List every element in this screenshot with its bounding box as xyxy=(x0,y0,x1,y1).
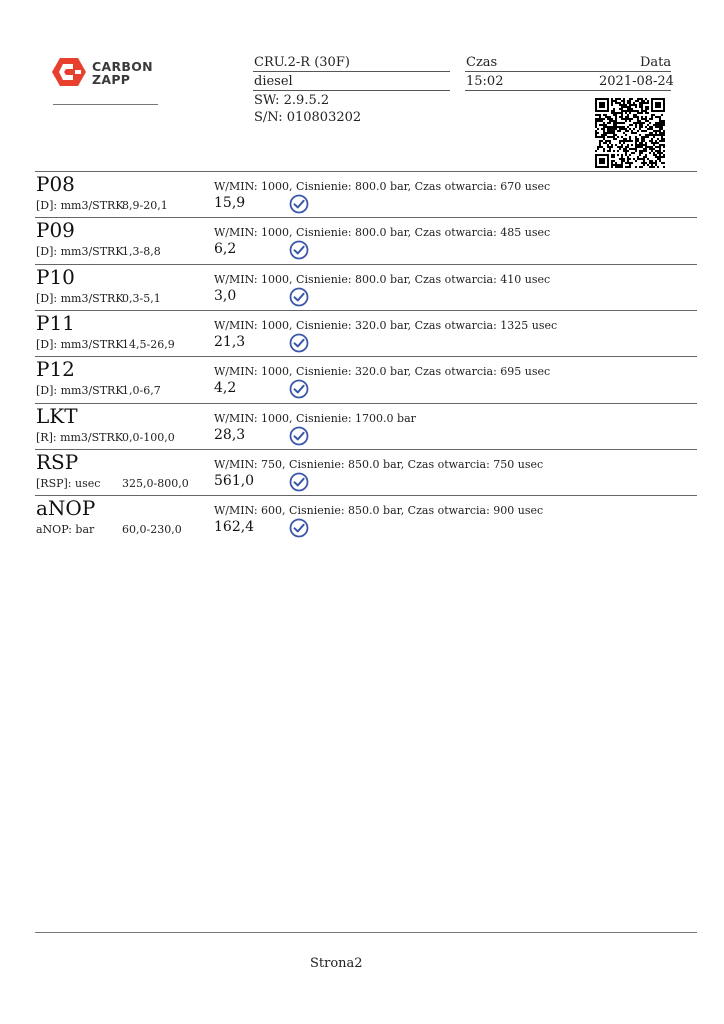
test-range: 8,9-20,1 xyxy=(122,199,168,212)
test-range: 0,0-100,0 xyxy=(122,430,175,444)
row-divider xyxy=(35,217,697,218)
test-parameters: W/MIN: 750, Cisnienie: 850.0 bar, Czas otwarcia: 750 usec xyxy=(214,457,544,471)
logo-divider xyxy=(53,104,158,105)
test-parameters: W/MIN: 1000, Cisnienie: 320.0 bar, Czas otwarcia: 1325 usec xyxy=(214,318,558,332)
test-range: 60,0-230,0 xyxy=(122,523,182,537)
test-range: 1,0-6,7 xyxy=(122,384,161,398)
test-code: P11 xyxy=(36,310,75,335)
date-value: 2021-08-24 xyxy=(599,74,674,89)
test-range: 14,5-26,9 xyxy=(122,337,175,351)
check-ok-icon xyxy=(289,472,309,492)
test-value: 561,0 xyxy=(214,472,255,489)
test-value: 4,2 xyxy=(214,380,237,397)
logo-wordmark xyxy=(92,60,153,86)
qr-code-icon xyxy=(595,98,665,168)
row-divider xyxy=(35,356,697,357)
test-parameters: W/MIN: 1000, Cisnienie: 800.0 bar, Czas otwarcia: 670 usec xyxy=(214,180,551,193)
device-model: CRU.2-R (30F) xyxy=(254,55,350,70)
test-unit: [RSP]: usec xyxy=(36,476,101,490)
header-divider xyxy=(465,71,671,72)
test-value: 15,9 xyxy=(214,195,246,211)
check-ok-icon xyxy=(289,333,309,353)
test-parameters: W/MIN: 600, Cisnienie: 850.0 bar, Czas otwarcia: 900 usec xyxy=(214,504,544,518)
test-unit: [D]: mm3/STRK xyxy=(36,245,124,259)
test-unit: [D]: mm3/STRK xyxy=(36,337,124,351)
test-parameters: W/MIN: 1000, Cisnienie: 320.0 bar, Czas otwarcia: 695 usec xyxy=(214,365,551,379)
test-unit: [R]: mm3/STRK xyxy=(36,430,124,444)
serial-number: S/N: 010803202 xyxy=(254,110,362,125)
test-parameters: W/MIN: 1000, Cisnienie: 1700.0 bar xyxy=(214,411,416,425)
test-value: 28,3 xyxy=(214,426,246,443)
time-label: Czas xyxy=(466,55,498,70)
logo-line2: ZAPP xyxy=(92,72,131,87)
row-divider xyxy=(35,403,697,404)
check-ok-icon xyxy=(289,287,309,307)
test-range: 0,3-5,1 xyxy=(122,291,161,305)
test-code: RSP xyxy=(36,449,79,474)
check-ok-icon xyxy=(289,240,309,260)
row-divider xyxy=(35,449,697,450)
time-value: 15:02 xyxy=(466,74,504,89)
fuel-type: diesel xyxy=(254,74,293,89)
test-unit: aNOP: bar xyxy=(36,523,95,537)
check-ok-icon xyxy=(289,518,309,538)
header-divider xyxy=(253,71,450,72)
carbon-zapp-logo xyxy=(52,58,152,88)
test-parameters: W/MIN: 1000, Cisnienie: 800.0 bar, Czas otwarcia: 485 usec xyxy=(214,226,551,240)
header-divider xyxy=(465,90,671,91)
row-divider xyxy=(35,264,697,265)
test-value: 6,2 xyxy=(214,241,237,258)
test-value: 162,4 xyxy=(214,519,255,536)
test-code: LKT xyxy=(36,403,78,428)
header-divider xyxy=(253,90,450,91)
date-label: Data xyxy=(640,55,672,70)
test-code: P12 xyxy=(36,357,75,382)
test-parameters: W/MIN: 1000, Cisnienie: 800.0 bar, Czas otwarcia: 410 usec xyxy=(214,272,551,286)
logo-line1: CARBON xyxy=(92,59,153,74)
row-divider xyxy=(35,495,697,496)
test-value: 3,0 xyxy=(214,287,237,304)
carbon-zapp-logo-mark-icon xyxy=(52,58,86,86)
check-ok-icon xyxy=(289,194,309,214)
software-version: SW: 2.9.5.2 xyxy=(254,93,330,108)
test-unit: [D]: mm3/STRK xyxy=(36,199,124,212)
test-code: P09 xyxy=(36,218,75,243)
check-ok-icon xyxy=(289,379,309,399)
footer-divider xyxy=(35,932,697,933)
row-divider xyxy=(35,171,697,172)
check-ok-icon xyxy=(289,426,309,446)
test-code: aNOP xyxy=(36,496,96,521)
test-value: 21,3 xyxy=(214,333,246,350)
test-range: 325,0-800,0 xyxy=(122,476,189,490)
page-number: Strona2 xyxy=(310,956,363,971)
test-unit: [D]: mm3/STRK xyxy=(36,291,124,305)
row-divider xyxy=(35,310,697,311)
test-unit: [D]: mm3/STRK xyxy=(36,384,124,398)
test-code: P10 xyxy=(36,264,75,289)
test-range: 1,3-8,8 xyxy=(122,245,161,259)
test-code: P08 xyxy=(36,172,75,196)
